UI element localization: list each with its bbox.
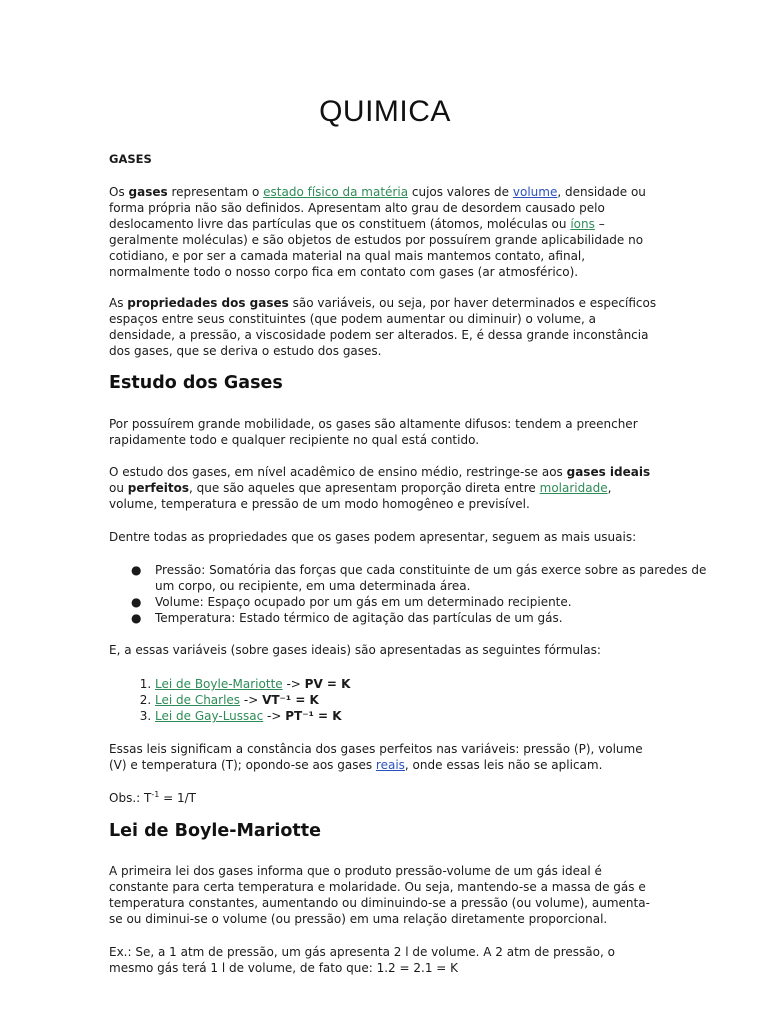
text: são variáveis, ou seja, por haver determinados e específicos espaços entre seus constituintes (que podem aumentar ou diminuir) o volume, a densidade, a pressão, a viscosidade podem ser alterados. E, é dessa grande inconstância dos gases, que se deriva o estudo dos gases. <box>109 296 657 358</box>
paragraph-constancia <box>109 741 661 773</box>
text: = 1/T <box>159 791 197 805</box>
bold-text: gases ideais <box>566 465 651 479</box>
text: , que são aqueles que apresentam proporção direta entre <box>189 481 540 495</box>
bold-text: propriedades dos gases <box>127 296 289 310</box>
link-lei-gay-lussac[interactable]: Lei de Gay-Lussac <box>155 709 264 723</box>
list-item-text: Pressão: Somatória das forças que cada constituinte de um gás exerce sobre as paredes de um corpo, ou recipiente, em uma determinada área. <box>155 563 707 593</box>
paragraph-primeira-lei: A primeira lei dos gases informa que o produto pressão-volume de um gás ideal é constante para certa temperatura e molaridade. Ou seja, mantendo-se a massa de gás e temperatura constantes, aumentando ou diminuindo-se a pressão (ou volume), aumenta-se ou diminui-se o volume (ou pressão) em uma relação diretamente proporcional. <box>109 864 650 926</box>
text: , volume, temperatura e pressão de um modo homogêneo e previsível. <box>109 481 612 511</box>
link-reais[interactable]: reais <box>375 758 405 772</box>
bullet-icon: ● <box>131 563 142 577</box>
paragraph-gases-intro <box>109 184 661 280</box>
list-item <box>155 708 707 724</box>
bold-text: gases <box>128 185 168 199</box>
link-lei-charles[interactable]: Lei de Charles <box>155 693 241 707</box>
formula: PT⁻¹ = K <box>285 709 342 723</box>
bold-text: perfeitos <box>127 481 190 495</box>
paragraph-formulas-intro: E, a essas variáveis (sobre gases ideais) são apresentadas as seguintes fórmulas: <box>109 643 601 657</box>
list-item <box>131 562 707 594</box>
text: cujos valores de <box>408 185 513 199</box>
arrow-text: -> <box>263 709 286 723</box>
list-item <box>155 692 707 708</box>
paragraph-exemplo: Ex.: Se, a 1 atm de pressão, um gás apresenta 2 l de volume. A 2 atm de pressão, o mesmo gás terá 1 l de volume, de fato que: 1.2 = 2.1 = K <box>109 945 615 975</box>
bullet-icon: ● <box>131 611 142 625</box>
text: Essas leis significam a constância dos gases perfeitos nas variáveis: pressão (P), volume (V) e temperatura (T); opondo-se aos gases <box>109 742 643 772</box>
properties-list <box>109 562 707 626</box>
text: representam o <box>167 185 264 199</box>
link-estado-fisico[interactable]: estado físico da matéria <box>263 185 409 199</box>
list-item <box>155 676 707 692</box>
section-label: GASES <box>109 152 152 166</box>
link-volume[interactable]: volume <box>512 185 558 199</box>
text: – geralmente moléculas) e são objetos de estudos por possuírem grande aplicabilidade no cotidiano, e por ser a camada material na qual mais mantemos contato, afinal, normalmente todo o nosso corpo fica em contato com gases (ar atmosférico). <box>109 217 644 279</box>
text: O estudo dos gases, em nível acadêmico de ensino médio, restringe-se aos <box>109 465 567 479</box>
paragraph-propriedades <box>109 295 661 359</box>
heading-estudo-dos-gases: Estudo dos Gases <box>109 373 283 393</box>
link-ions[interactable]: íons <box>570 217 595 231</box>
paragraph-mobilidade: Por possuírem grande mobilidade, os gases são altamente difusos: tendem a preencher rapidamente todo e qualquer recipiente no qual está contido. <box>109 417 638 447</box>
text: Os <box>109 185 129 199</box>
text: ou <box>109 481 128 495</box>
text: As <box>109 296 128 310</box>
text: , onde essas leis não se aplicam. <box>404 758 603 772</box>
formula: VT⁻¹ = K <box>262 693 319 707</box>
bullet-icon: ● <box>131 595 142 609</box>
heading-lei-boyle-mariotte: Lei de Boyle-Mariotte <box>109 821 321 841</box>
paragraph-propriedades-usuais: Dentre todas as propriedades que os gases podem apresentar, seguem as mais usuais: <box>109 530 637 544</box>
arrow-text: -> <box>240 693 263 707</box>
link-molaridade[interactable]: molaridade <box>539 481 608 495</box>
paragraph-obs <box>109 790 661 806</box>
laws-list <box>109 676 707 724</box>
link-lei-boyle-mariotte[interactable]: Lei de Boyle-Mariotte <box>155 677 283 691</box>
page-title: QUIMICA <box>319 95 451 128</box>
list-item <box>131 594 707 610</box>
text: Obs.: T <box>109 791 152 805</box>
list-item <box>131 610 707 626</box>
superscript: -1 <box>151 790 160 799</box>
text: , densidade ou forma própria não são definidos. Apresentam alto grau de desordem causado pelo deslocamento livre das partículas que os constituem (átomos, moléculas ou <box>109 185 646 231</box>
list-item-text: Volume: Espaço ocupado por um gás em um determinado recipiente. <box>155 595 572 609</box>
arrow-text: -> <box>282 677 305 691</box>
formula: PV = K <box>304 677 351 691</box>
paragraph-gases-ideais <box>109 464 661 512</box>
list-item-text: Temperatura: Estado térmico de agitação das partículas de um gás. <box>155 611 563 625</box>
